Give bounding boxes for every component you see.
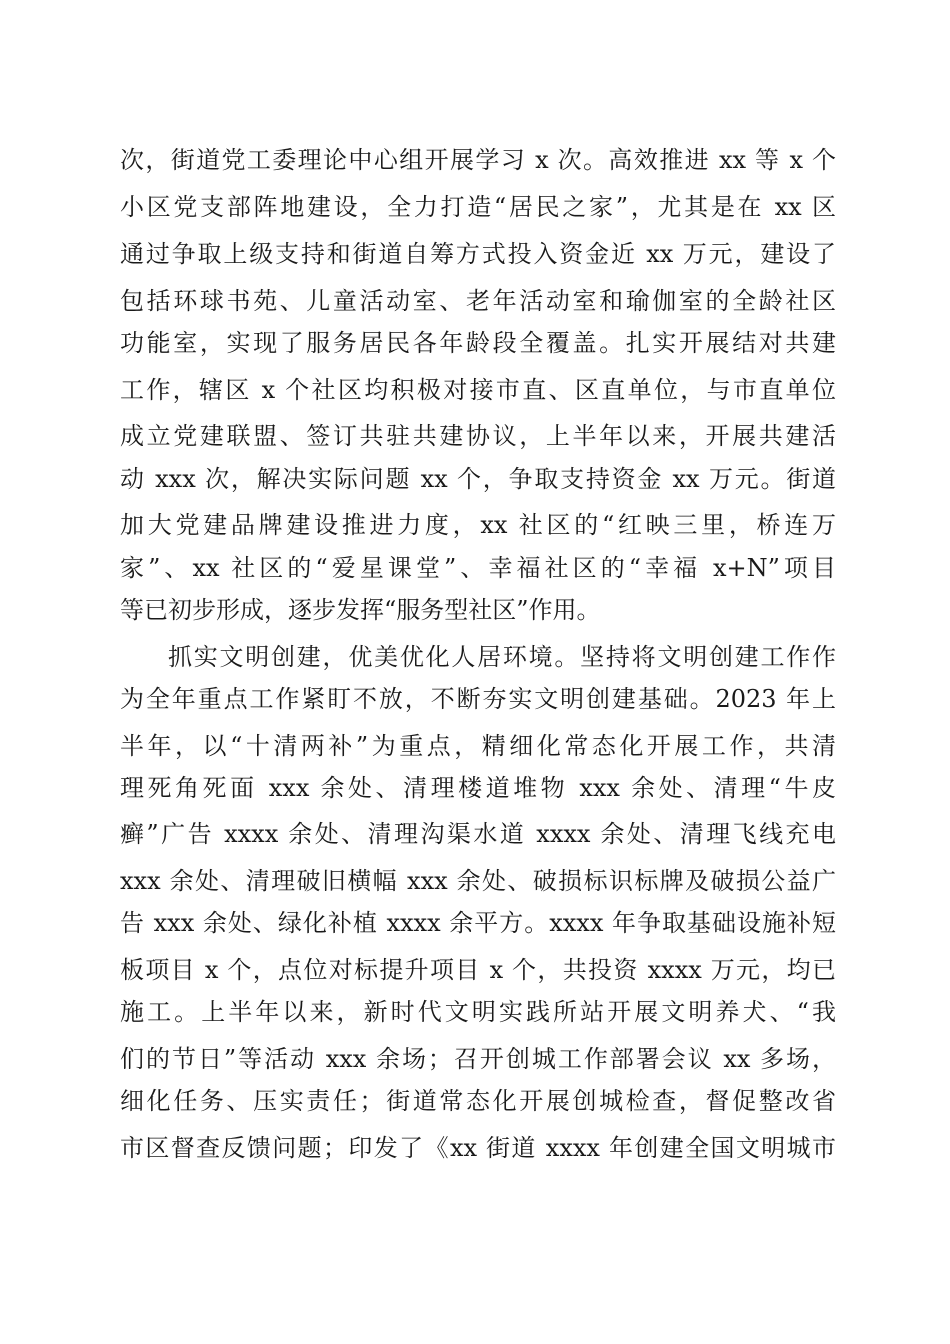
text-line: 工作，辖区 x 个社区均积极对接市直、区直单位，与市直单位: [120, 376, 836, 404]
text-line: 动 xxx 次，解决实际问题 xx 个，争取支持资金 xx 万元。街道: [120, 465, 836, 493]
text-line: 小区党支部阵地建设，全力打造“居民之家”，尤其是在 xx 区: [120, 193, 836, 221]
text-line: 为全年重点工作紧盯不放，不断夯实文明创建基础。2023 年上: [120, 685, 836, 713]
text-line: 半年，以“十清两补”为重点，精细化常态化开展工作，共清: [120, 732, 836, 760]
text-line: 功能室，实现了服务居民各年龄段全覆盖。扎实开展结对共建: [120, 329, 836, 357]
text-line: 次，街道党工委理论中心组开展学习 x 次。高效推进 xx 等 x 个: [120, 146, 836, 174]
text-line: 板项目 x 个，点位对标提升项目 x 个，共投资 xxxx 万元，均已: [120, 956, 836, 984]
text-line: 理死角死面 xxx 余处、清理楼道堆物 xxx 余处、清理“牛皮: [120, 774, 836, 802]
paragraph-first-line: 抓实文明创建，优美优化人居环境。坚持将文明创建工作作: [168, 643, 836, 671]
text-line: 成立党建联盟、签订共驻共建协议，上半年以来，开展共建活: [120, 422, 836, 450]
text-line: 加大党建品牌建设推进力度，xx 社区的“红映三里，桥连万: [120, 511, 836, 539]
text-line: 施工。上半年以来，新时代文明实践所站开展文明养犬、“我: [120, 998, 836, 1026]
text-line: 细化任务、压实责任；街道常态化开展创城检查，督促整改省: [120, 1087, 836, 1115]
text-line: 癣”广告 xxxx 余处、清理沟渠水道 xxxx 余处、清理飞线充电: [120, 820, 836, 848]
text-line: 市区督查反馈问题；印发了《xx 街道 xxxx 年创建全国文明城市: [120, 1134, 836, 1162]
text-line: 等已初步形成，逐步发挥“服务型社区”作用。: [120, 596, 601, 624]
text-line: 告 xxx 余处、绿化补植 xxxx 余平方。xxxx 年争取基础设施补短: [120, 909, 836, 937]
text-line: 家”、xx 社区的“爱星课堂”、幸福社区的“幸福 x+N”项目: [120, 554, 836, 582]
text-line: xxx 余处、清理破旧横幅 xxx 余处、破损标识标牌及破损公益广: [120, 867, 836, 895]
text-line: 通过争取上级支持和街道自筹方式投入资金近 xx 万元，建设了: [120, 240, 836, 268]
text-line: 包括环球书苑、儿童活动室、老年活动室和瑜伽室的全龄社区: [120, 287, 836, 315]
text-line: 们的节日”等活动 xxx 余场；召开创城工作部署会议 xx 多场，: [120, 1045, 836, 1073]
